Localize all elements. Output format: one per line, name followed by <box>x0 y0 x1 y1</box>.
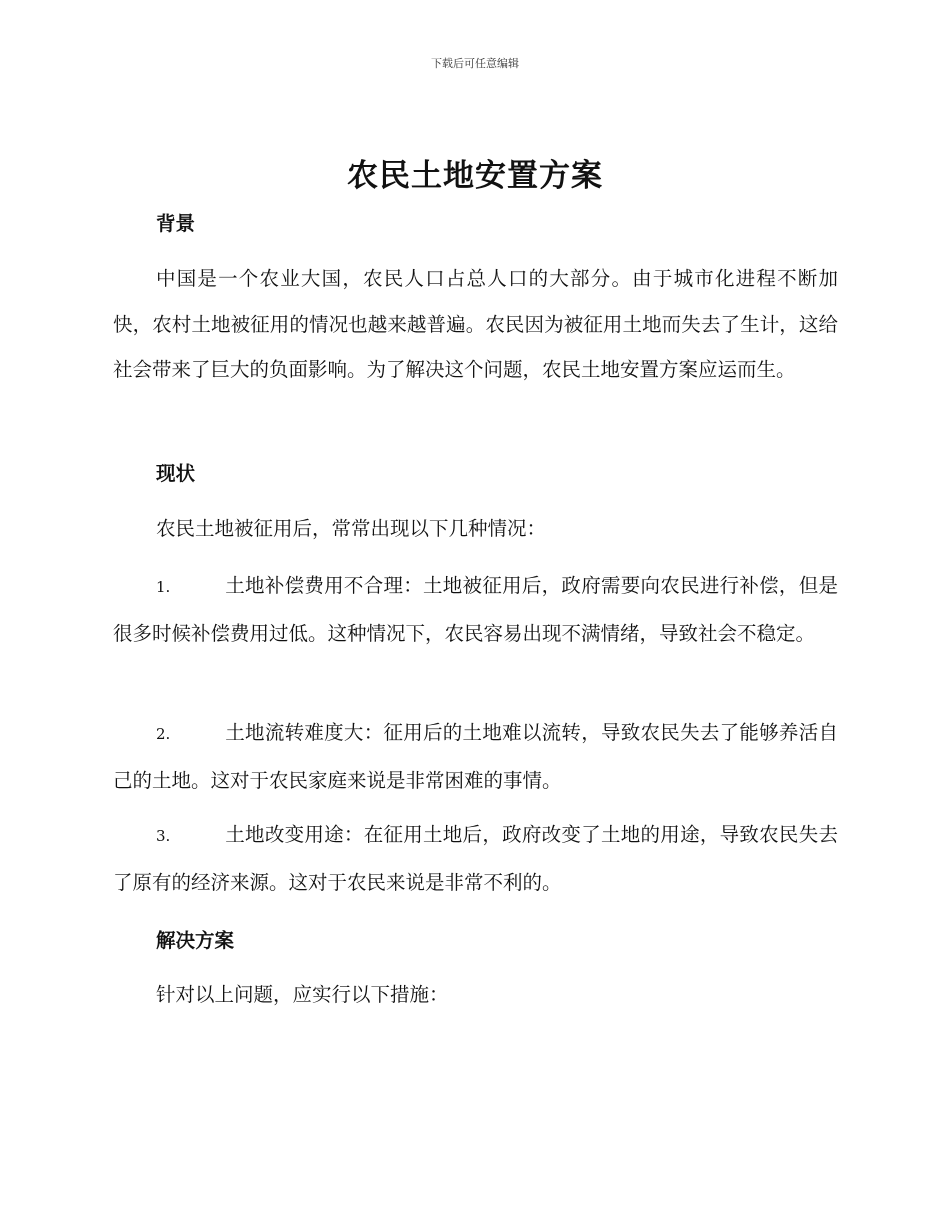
list-item <box>113 710 838 803</box>
list-item-number: 3. <box>156 827 171 845</box>
list-item-number: 1. <box>156 578 171 596</box>
list-item <box>113 812 838 905</box>
list-item <box>113 563 838 656</box>
list-item-text: 土地改变用途：在征用土地后，政府改变了土地的用途，导致农民失去了原有的经济来源。这对于农民来说是非常不利的。 <box>113 823 838 894</box>
document-title: 农民土地安置方案 <box>347 158 603 194</box>
section-heading-background: 背景 <box>156 212 196 235</box>
solution-intro: 针对以上问题，应实行以下措施： <box>156 983 449 1006</box>
status-intro: 农民土地被征用后，常常出现以下几种情况： <box>156 517 547 540</box>
background-paragraph: 中国是一个农业大国，农民人口占总人口的大部分。由于城市化进程不断加快，农村土地被征用的情况也越来越普遍。农民因为被征用土地而失去了生计，这给社会带来了巨大的负面影响。为了解决这个问题，农民土地安置方案应运而生。 <box>113 267 838 381</box>
section-heading-solution: 解决方案 <box>156 929 235 952</box>
list-item-text: 土地流转难度大：征用后的土地难以流转，导致农民失去了能够养活自己的土地。这对于农民家庭来说是非常困难的事情。 <box>113 721 838 792</box>
list-item-number: 2. <box>156 725 171 743</box>
list-item-text: 土地补偿费用不合理：土地被征用后，政府需要向农民进行补偿，但是很多时候补偿费用过低。这种情况下，农民容易出现不满情绪，导致社会不稳定。 <box>113 574 838 645</box>
section-heading-status: 现状 <box>156 462 196 485</box>
header-note: 下载后可任意编辑 <box>431 57 519 70</box>
